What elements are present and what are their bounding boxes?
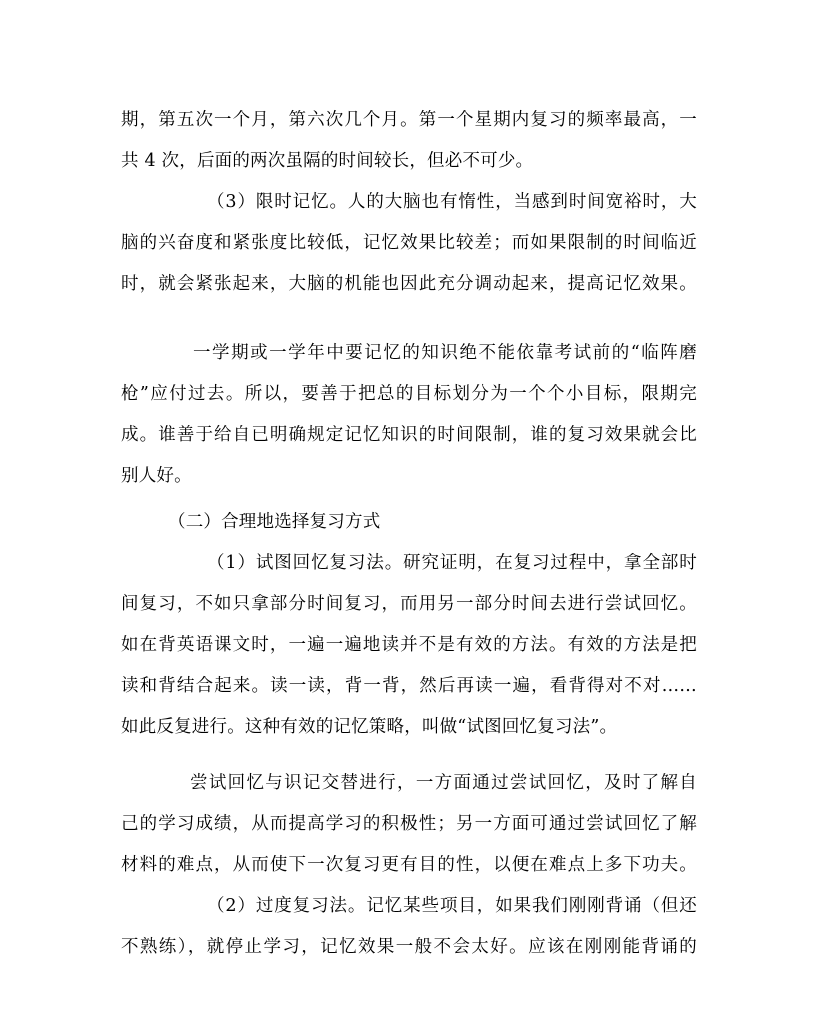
text-line: 别人好。	[121, 466, 192, 486]
text-line: 己的学习成绩，从而提高学习的积极性；另一方面可通过尝试回忆了解	[121, 814, 697, 834]
text-line: 共 4 次，后面的两次虽隔的时间较长，但必不可少。	[121, 151, 534, 171]
text-line: 期，第五次一个月，第六次几个月。第一个星期内复习的频率最高，一	[121, 110, 697, 130]
text-line: 枪”应付过去。所以，要善于把总的目标划分为一个个小目标，限期完	[121, 384, 697, 404]
text-line: 不熟练），就停止学习，记忆效果一般不会太好。应该在刚刚能背诵的	[121, 937, 697, 957]
text-line: 读和背结合起来。读一读，背一背，然后再读一遍，看背得对不对……	[121, 676, 697, 696]
text-line: 如在背英语课文时，一遍一遍地读并不是有效的方法。有效的方法是把	[121, 635, 697, 655]
text-line: （1）试图回忆复习法。研究证明，在复习过程中，拿全部时	[207, 553, 697, 573]
text-line: 间复习，不如只拿部分时间复习，而用另一部分时间去进行尝试回忆。	[121, 594, 697, 614]
text-line: 如此反复进行。这种有效的记忆策略，叫做“试图回忆复习法”。	[121, 717, 618, 737]
text-line: 材料的难点，从而使下一次复习更有目的性，以便在难点上多下功夫。	[121, 855, 697, 875]
text-line: 尝试回忆与识记交替进行，一方面通过尝试回忆，及时了解自	[190, 773, 697, 793]
text-line: （3）限时记忆。人的大脑也有惰性，当感到时间宽裕时，大	[207, 192, 697, 212]
text-line: 时，就会紧张起来，大脑的机能也因此充分调动起来，提高记忆效果。	[121, 274, 697, 294]
text-line: 一学期或一学年中要记忆的知识绝不能依靠考试前的“临阵磨	[193, 343, 697, 363]
text-line: 脑的兴奋度和紧张度比较低，记忆效果比较差；而如果限制的时间临近	[121, 233, 697, 253]
section-heading: （二）合理地选择复习方式	[168, 512, 381, 532]
text-line: 成。谁善于给自已明确规定记忆知识的时间限制，谁的复习效果就会比	[121, 425, 697, 445]
text-line: （2）过度复习法。记忆某些项目，如果我们刚刚背诵（但还	[207, 896, 697, 916]
